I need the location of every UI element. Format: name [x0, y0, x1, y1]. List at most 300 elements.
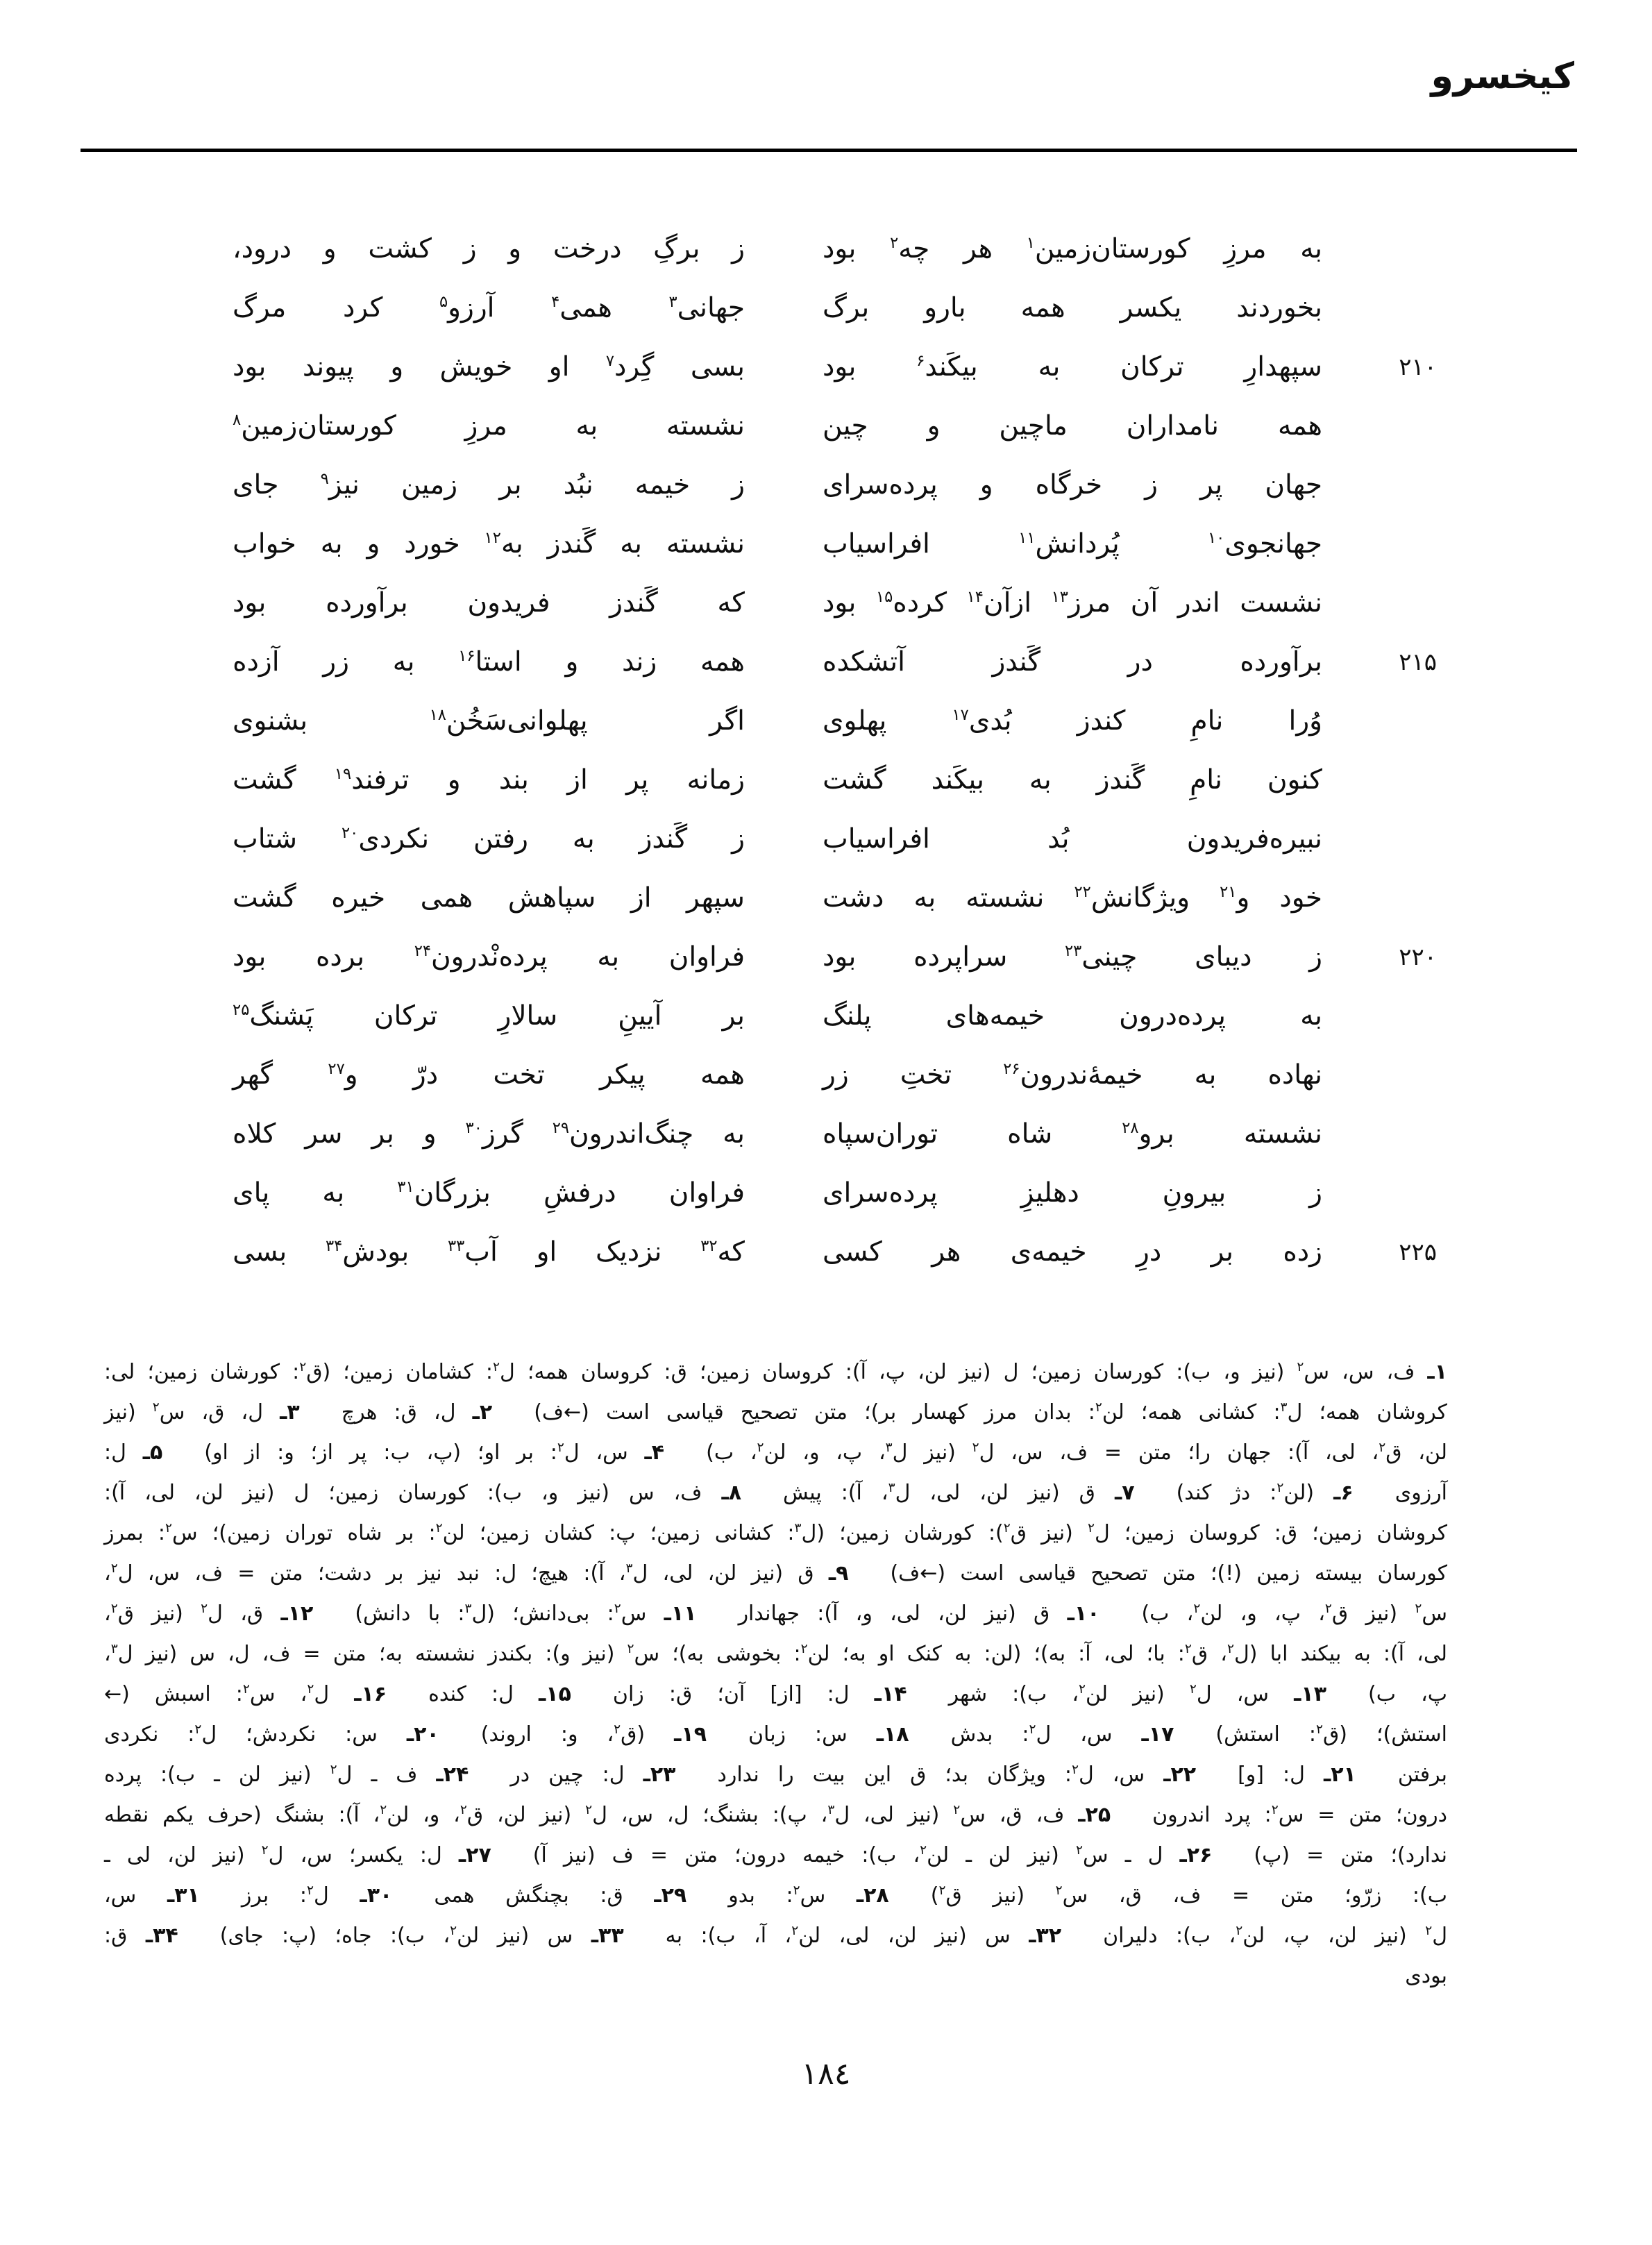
footnote-ref: ۲: [1276, 1481, 1284, 1495]
poem-word: پر: [1200, 469, 1223, 501]
poem-word: برو$^{۲۸}$: [1122, 1118, 1174, 1150]
footnote-ref: ۲: [110, 1561, 118, 1576]
footnote-ref: ۲: [1003, 1521, 1011, 1536]
poem-word: جهانجوی$^{۱۰}$: [1208, 528, 1322, 560]
poem-word: و: [390, 351, 404, 382]
verse-number: ۲۲۰: [1399, 943, 1437, 971]
hemistich-first: [823, 1177, 1322, 1209]
poem-word: دیبای: [1195, 941, 1252, 973]
footnote-ref: ۲: [1379, 1440, 1386, 1455]
footnote-ref: ۲: [890, 234, 899, 252]
poem-word: گَندز: [992, 646, 1041, 678]
footnote-number: ۱۳ـ: [1294, 1682, 1327, 1706]
poem-word: بُدی$^{۱۷}$: [952, 705, 1012, 737]
poem-word: زمانه: [686, 764, 745, 796]
poem-word: گَندز: [609, 587, 658, 619]
hemistich-first: [823, 587, 1322, 619]
verse-row: [233, 750, 1437, 809]
verse-row: [233, 396, 1437, 455]
footnote-number: ۲۰ـ: [406, 1722, 439, 1747]
poem-word: به: [575, 410, 598, 442]
poem-word: نیز$^۹$: [320, 469, 360, 501]
poem-word: بود: [233, 941, 267, 973]
hemistich-first: [823, 1000, 1322, 1032]
poem-word: بُد: [1047, 823, 1070, 855]
poem-word: گَندز: [547, 528, 596, 560]
running-head-title: کیخسرو: [1431, 56, 1574, 97]
hemistich-second: [233, 1000, 745, 1032]
footnote-ref: ۲: [1184, 1642, 1192, 1656]
verse-row: [233, 337, 1437, 396]
footnote-number: ۳۴ـ: [145, 1924, 178, 1948]
footnote-ref: ۲: [1236, 1924, 1243, 1938]
poem-word: او: [548, 351, 570, 382]
footnote-ref: ۲۳: [1064, 942, 1082, 960]
poem-word: بر: [722, 1000, 745, 1032]
poem-word: گَندز: [1096, 764, 1145, 796]
poem-word: چین: [823, 410, 868, 442]
poem-word: بودش$^{۳۴}$: [325, 1236, 410, 1268]
footnote-ref: ۸: [233, 411, 242, 429]
poem-word: نامِ: [1190, 705, 1224, 737]
poem-word: و: [508, 233, 522, 264]
poem-word: بخوردند: [1236, 292, 1322, 323]
footnote-ref: ۱۶: [458, 647, 475, 665]
poem-word: درِ: [1136, 1236, 1162, 1268]
verse-row: [233, 809, 1437, 868]
poem-word: به: [1029, 764, 1052, 796]
footnote-ref: ۲۹: [552, 1119, 570, 1137]
poem-word: برگ: [823, 292, 870, 323]
footnote-ref: ۷: [605, 352, 614, 370]
hemistich-first: [823, 1118, 1322, 1150]
footnote-ref: ۲: [972, 1440, 979, 1455]
poem-word: گهر: [233, 1059, 273, 1091]
poem-word: کنون: [1267, 764, 1322, 796]
poem-word: گشت: [233, 882, 296, 914]
poem-word: همی: [420, 882, 473, 914]
hemistich-first: [823, 646, 1322, 678]
poem-word: گشت: [823, 764, 886, 796]
footnote-ref: ۲۲: [1074, 883, 1091, 901]
hemistich-second: [233, 233, 745, 264]
poem-word: بود: [823, 233, 857, 264]
footnote-ref: ۲۵: [233, 1001, 250, 1019]
poem-word: کلاه: [233, 1118, 276, 1150]
hemistich-second: [233, 1236, 745, 1268]
poem-word: پرده‌سرای: [823, 469, 938, 501]
footnote-ref: ۲: [435, 1521, 443, 1536]
hemistich-second: [233, 528, 745, 560]
footnote-ref: ۱۲: [484, 529, 501, 547]
poem-word: پَشنگ$^{۲۵}$: [233, 1000, 314, 1032]
poem-word: به$^{۱۲}$: [484, 528, 523, 560]
footnote-ref: ۳: [668, 293, 677, 311]
poem-word: بیرونِ: [1162, 1177, 1227, 1209]
footnote-ref: ۲: [306, 1883, 314, 1898]
poem-word: شتاب: [233, 823, 298, 855]
footnote-ref: ۲: [757, 1440, 764, 1455]
poem-word: بود: [823, 351, 857, 382]
footnote-ref: ۲: [1095, 1400, 1102, 1415]
verse-row: [233, 1163, 1437, 1222]
verse-row: [233, 1222, 1437, 1281]
footnote-ref: ۱۵: [875, 588, 893, 606]
poem-word: کرده$^{۱۵}$: [875, 587, 947, 619]
footnote-line: کروشان زمین؛ ق: کروسان زمین؛ ل$^۲$ (نیز ق$^۲$): کورشان زمین؛ (ل$^۳$: کشانی زمین؛ پ: کشان زمین؛ لن$^۲$: بر شاه توران زمین)؛ س$^۲$: بمرز: [104, 1521, 1447, 1545]
footnote-ref: ۲۸: [1122, 1119, 1139, 1137]
poem-word: به: [572, 823, 595, 855]
hemistich-second: [233, 764, 745, 796]
poem-word: زده: [1283, 1236, 1322, 1268]
poem-word: خیره: [331, 882, 386, 914]
footnote-ref: ۲: [380, 1803, 387, 1817]
poem-word: ز: [732, 233, 745, 264]
footnote-number: ۲ـ: [472, 1400, 493, 1424]
poem-word: جهان: [1265, 469, 1322, 501]
footnote-line: لن، ق$^۲$، لی، آ): جهان را؛ متن = ف، س، ل$^۲$ (نیز ل$^۳$، پ، و، لن$^۲$، ب) ۴ـ س، ل$^۲$: بر او؛ (پ، ب: پر از؛ و: از او) ۵ـ ل:: [104, 1440, 1447, 1465]
footnote-ref: ۳۰: [465, 1119, 482, 1137]
footnote-ref: ۲: [201, 1601, 208, 1616]
verse-row: [233, 927, 1437, 986]
footnote-line: س$^۲$ (نیز ق$^۲$، پ، و، لن$^۲$، ب) ۱۰ـ ق (نیز لن، لی، و، آ): جهاندار ۱۱ـ س$^۲$: بی‌دانش؛ (ل$^۳$: با دانش) ۱۲ـ ق، ل$^۲$ (نیز ق$^۲$،: [104, 1601, 1447, 1626]
poem-word: ز: [732, 823, 745, 855]
footnote-number: ۲۴ـ: [436, 1763, 469, 1787]
footnote-ref: ۲: [1193, 1601, 1201, 1616]
footnote-number: ۲۵ـ: [1078, 1803, 1111, 1827]
poem-word: فراوان: [668, 1177, 745, 1209]
poem-word: به: [723, 1118, 745, 1150]
poem-word: فریدون: [467, 587, 550, 619]
hemistich-second: [233, 1118, 745, 1150]
footnote-ref: ۲: [1029, 1722, 1036, 1737]
verse-number: ۲۱۰: [1399, 353, 1437, 381]
poem-word: تخت: [493, 1059, 545, 1091]
footnote-number: ۱۲ـ: [280, 1601, 314, 1626]
footnote-ref: ۲: [1087, 1521, 1095, 1536]
poem-word: درود،: [233, 233, 292, 264]
poem-word: اندر: [1177, 587, 1220, 619]
poem-word: درخت: [553, 233, 622, 264]
footnote-number: ۱۰ـ: [1067, 1601, 1100, 1626]
poem-word: سپهر: [686, 882, 745, 914]
poem-word: ز: [463, 233, 477, 264]
footnote-number: ۳۱ـ: [167, 1883, 200, 1908]
footnote-ref: ۲۶: [1003, 1060, 1020, 1078]
poem-word: نکردی$^{۲۰}$: [342, 823, 430, 855]
footnote-ref: ۳۳: [447, 1237, 465, 1255]
footnote-ref: ۴: [551, 293, 560, 311]
hemistich-first: [823, 469, 1322, 501]
poem-word: افراسیاب: [823, 823, 930, 855]
poem-word: سپاهش: [507, 882, 596, 914]
poem-word: آیینِ: [618, 1000, 662, 1032]
footnote-ref: ۲۷: [328, 1060, 345, 1078]
footnote-ref: ۳۱: [397, 1178, 414, 1196]
poem-word: استا$^{۱۶}$: [458, 646, 522, 678]
footnote-line: کروشان همه؛ ل$^۳$: کشانی همه؛ لن$^۲$: بدان مرز کهسار بر)؛ متن تصحیح قیاسی است (←ف) ۲ـ ل، ق: هرچ ۳ـ ل، ق، س$^۲$ (نیز: [104, 1400, 1447, 1424]
poem-word: ز: [1309, 1177, 1322, 1209]
poem-word: بیکَند: [931, 764, 985, 796]
footnote-ref: ۲: [1227, 1642, 1234, 1656]
footnote-ref: ۳۲: [700, 1237, 718, 1255]
poem-word: نهاده: [1267, 1059, 1322, 1091]
poem-word: ز: [1145, 469, 1158, 501]
footnote-number: ۳۲ـ: [1029, 1924, 1062, 1948]
verse-row: [233, 1045, 1437, 1104]
poem-word: او: [536, 1236, 557, 1268]
verse-row: [233, 278, 1437, 337]
poem-word: سالارِ: [498, 1000, 558, 1032]
poem-word: آب$^{۳۳}$: [447, 1236, 498, 1268]
poem-word: همی$^۴$: [551, 292, 612, 323]
poem-word: یکسر: [1120, 292, 1182, 323]
poem-word: کندز: [1077, 705, 1126, 737]
footnote-number: ۲۱ـ: [1323, 1763, 1356, 1787]
verse-number: ۲۱۵: [1399, 648, 1437, 676]
poem-word: ازآن$^{۱۴}$: [966, 587, 1032, 619]
poem-word: ترکان: [373, 1000, 438, 1032]
footnote-number: ۳ـ: [280, 1400, 300, 1424]
poem-word: برگِ: [653, 233, 700, 264]
poem-word: که$^{۳۲}$: [700, 1236, 745, 1268]
hemistich-first: [823, 1059, 1322, 1091]
hemistich-first: [823, 705, 1322, 737]
footnote-ref: ۳: [794, 1521, 802, 1536]
footnote-line: پ، ب) ۱۳ـ س، ل$^۲$ (نیز لن$^۲$، ب): شهر ۱۴ـ ل: [از] آن؛ ق: زان ۱۵ـ ل: کنده ۱۶ـ ل$^۲$، س$^۲$: اسبش (←: [104, 1682, 1447, 1706]
footnote-ref: ۱۰: [1208, 529, 1225, 547]
footnote-number: ۱۶ـ: [354, 1682, 387, 1706]
poem-word: افراسیاب: [823, 528, 930, 560]
poem-word: نامداران: [1126, 410, 1219, 442]
poem-word: کسی: [823, 1236, 882, 1268]
footnote-ref: ۲: [1297, 1360, 1304, 1374]
footnote-ref: ۲: [1189, 1682, 1197, 1697]
poem-word: خود: [1279, 882, 1322, 914]
poem-word: چنگ‌اندرون$^{۲۹}$: [552, 1118, 694, 1150]
hemistich-first: [823, 292, 1322, 323]
poem-word: چه$^۲$: [890, 233, 930, 264]
poem-word: بود: [823, 587, 857, 619]
footnote-line: ندارد)؛ متن = (پ) ۲۶ـ ل ـ س$^۲$ (نیز لن ـ لن$^۲$، ب): خیمه درون؛ متن = ف (نیز آ) ۲۷ـ ل: یکسر؛ س، ل$^۲$ (نیز لن، لی ـ: [104, 1843, 1447, 1867]
verse-row: [233, 632, 1437, 691]
poem-word: پلنگ: [823, 1000, 872, 1032]
poem-word: به: [322, 1177, 345, 1209]
footnote-number: ۸ـ: [721, 1481, 742, 1505]
poem-word: و: [447, 764, 461, 796]
poem-word: به: [1194, 1059, 1217, 1091]
poem-word: به: [1300, 233, 1322, 264]
hemistich-second: [233, 941, 745, 973]
footnote-ref: ۲: [920, 1843, 927, 1858]
footnote-ref: ۳۴: [325, 1237, 343, 1255]
poem-word: مرز$^{۱۳}$: [1051, 587, 1111, 619]
hemistich-second: [233, 823, 745, 855]
hemistich-second: [233, 1177, 745, 1209]
poem-word: نامِ: [1190, 764, 1222, 796]
footnote-number: ۱۸ـ: [876, 1722, 909, 1747]
poem-word: به: [1038, 351, 1061, 382]
header-rule: [81, 149, 1577, 152]
poem-word: بزرگان$^{۳۱}$: [397, 1177, 491, 1209]
footnote-ref: ۲۰: [342, 824, 359, 842]
hemistich-second: [233, 351, 745, 382]
poem-word: توران‌سپاه: [823, 1118, 938, 1150]
hemistich-second: [233, 882, 745, 914]
poem-word: پای: [233, 1177, 270, 1209]
hemistich-first: [823, 823, 1322, 855]
poem-word: پر: [626, 764, 649, 796]
poem-word: نبیره‌فریدون: [1186, 823, 1322, 855]
poem-word: برده: [315, 941, 365, 973]
poem-word: آن: [1130, 587, 1158, 619]
poem-word: پیوند: [302, 351, 354, 382]
footnote-ref: ۲۱: [1220, 883, 1237, 901]
poem-word: خورد: [404, 528, 460, 560]
poem-word: خویش: [439, 351, 513, 382]
footnote-ref: ۳: [110, 1642, 118, 1656]
footnote-ref: ۲: [460, 1803, 467, 1817]
footnote-ref: ۲: [194, 1722, 202, 1737]
footnote-ref: ۳: [1280, 1400, 1288, 1415]
poem-word: آتشکده: [823, 646, 905, 678]
hemistich-first: [823, 882, 1322, 914]
poem-word: همه: [700, 1059, 745, 1091]
poem-word: بر: [499, 469, 522, 501]
poem-word: آرزو$^۵$: [439, 292, 495, 323]
footnote-ref: ۲: [152, 1400, 160, 1415]
poem-word: به: [320, 528, 343, 560]
footnote-line: ب): زرّو؛ متن = ف، ق، س$^۲$ (نیز ق$^۲$) ۲۸ـ س$^۲$: بدو ۲۹ـ ق: بچنگش همی ۳۰ـ ل$^۲$: برز ۳۱ـ س،: [104, 1883, 1447, 1908]
footnote-ref: ۱۴: [966, 588, 984, 606]
poem-word: برآورده: [326, 587, 408, 619]
poem-word: و: [323, 233, 337, 264]
poem-word: آزده: [233, 646, 280, 678]
footnote-number: ۶ـ: [1333, 1481, 1354, 1505]
poem-word: پرده‌نْدرون$^{۲۴}$: [414, 941, 548, 973]
poem-word: نشست: [1240, 587, 1322, 619]
poem-word: ماچین: [999, 410, 1068, 442]
hemistich-second: [233, 410, 745, 442]
poem-word: نبُد: [563, 469, 593, 501]
footnote-ref: ۱۱: [1018, 529, 1036, 547]
poem-word: درفشِ: [543, 1177, 616, 1209]
poem-word: نشسته: [666, 410, 745, 442]
footnote-line: درون؛ متن = س$^۲$: پرد اندرون ۲۵ـ ف، ق، س$^۲$ (نیز لی، ل$^۳$، پ): بشنگ؛ ل، س، ل$^۲$ (نیز لن، ق$^۲$، و، لن$^۲$، آ): بشنگ (حرف یکم نقطه: [104, 1803, 1447, 1827]
poem-word: همه: [700, 646, 745, 678]
hemistich-second: [233, 469, 745, 501]
footnote-ref: ۲: [1425, 1924, 1433, 1938]
poem-word: همه: [1277, 410, 1322, 442]
poem-word: و$^{۲۱}$: [1220, 882, 1250, 914]
poem-word: بود: [233, 587, 267, 619]
verse-row: [233, 219, 1437, 278]
poem-word: پرده‌درون: [1119, 1000, 1227, 1032]
poem-word: پرده‌سرای: [823, 1177, 938, 1209]
hemistich-first: [823, 941, 1322, 973]
verse-row: [233, 1104, 1437, 1163]
footnote-ref: ۲: [938, 1883, 946, 1898]
footnote-number: ۲۹ـ: [654, 1883, 687, 1908]
poem-word: ترفند$^{۱۹}$: [334, 764, 410, 796]
footnote-number: ۴ـ: [644, 1440, 665, 1465]
poem-word: به: [597, 941, 620, 973]
footnote-line: کورسان بیسته زمین (!)؛ متن تصحیح قیاسی است (←ف) ۹ـ ق (نیز لن، لی، ل$^۳$، آ): هیچ؛ ل: نبد نیز بر دشت؛ متن = ف، س، ل$^۲$،: [104, 1561, 1447, 1586]
poem-word: و: [423, 1118, 437, 1150]
footnote-ref: ۲: [614, 1722, 621, 1737]
footnote-ref: ۲: [1271, 1803, 1279, 1817]
poem-word: خیمه‌ی: [1010, 1236, 1087, 1268]
poem-word: نشسته: [666, 528, 745, 560]
poem-word: بارو: [924, 292, 966, 323]
footnote-ref: ۲: [1055, 1883, 1063, 1898]
footnote-number: ۳۰ـ: [360, 1883, 393, 1908]
footnote-ref: ۲: [614, 1601, 621, 1616]
poem-word: ویژگانش$^{۲۲}$: [1074, 882, 1190, 914]
footnote-number: ۵ـ: [142, 1440, 163, 1465]
poem-word: گشت: [233, 764, 296, 796]
footnote-number: ۲۳ـ: [643, 1763, 676, 1787]
footnote-number: ۱۵ـ: [539, 1682, 571, 1706]
footnote-ref: ۵: [439, 293, 448, 311]
poem-word: پیکر: [599, 1059, 646, 1091]
poem-word: مرگ: [233, 292, 287, 323]
poem-word: زر: [823, 1059, 849, 1091]
footnote-ref: ۳: [885, 1440, 893, 1455]
footnote-ref: ۲: [791, 1924, 799, 1938]
poem-word: در: [1127, 646, 1153, 678]
footnote-number: ۲۷ـ: [458, 1843, 491, 1867]
footnote-line: استش)؛ (ق$^۲$: استش) ۱۷ـ س، ل$^۲$: بدش ۱۸ـ س: زبان ۱۹ـ (ق$^۲$، و: اروند) ۲۰ـ س: نکردش؛ ل$^۲$: نکردی: [104, 1722, 1447, 1747]
footnote-ref: ۲: [307, 1682, 314, 1697]
poem-word: کرد: [342, 292, 383, 323]
verse-row: [233, 573, 1437, 632]
poem-word: برآورده: [1240, 646, 1322, 678]
poem-word: هر: [963, 233, 993, 264]
poem-word: شاه: [1007, 1118, 1053, 1150]
verse-row: [233, 986, 1437, 1045]
poem-word: بیکَند$^۶$: [916, 351, 978, 382]
footnote-number: ۲۸ـ: [856, 1883, 889, 1908]
verse-row: [233, 691, 1437, 750]
poem-word: جهانی$^۳$: [668, 292, 745, 323]
poem-word: نشسته: [1243, 1118, 1322, 1150]
poem-word: سر: [305, 1118, 343, 1150]
footnote-ref: ۲: [800, 1642, 808, 1656]
poem-word: بسی: [233, 1236, 287, 1268]
poem-word: چینی$^{۲۳}$: [1064, 941, 1138, 973]
poem-word: هر: [932, 1236, 961, 1268]
footnote-ref: ۱۸: [429, 706, 446, 724]
poem-word: نشسته: [966, 882, 1045, 914]
hemistich-second: [233, 705, 745, 737]
poem-word: به: [1300, 1000, 1322, 1032]
poem-word: که: [717, 587, 745, 619]
footnote-number: ۱۴ـ: [874, 1682, 907, 1706]
footnote-ref: ۱: [1026, 234, 1035, 252]
poem-word: سپهدارِ: [1244, 351, 1322, 382]
poem-word: خیمه: [634, 469, 691, 501]
verse-row: [233, 514, 1437, 573]
hemistich-second: [233, 646, 745, 678]
poem-word: و$^{۲۷}$: [328, 1059, 358, 1091]
poem-word: تختِ: [900, 1059, 952, 1091]
poem-word: کشت: [368, 233, 432, 264]
poem-word: بند: [498, 764, 529, 796]
poem-word: سراپرده: [913, 941, 1008, 973]
footnote-ref: ۲: [110, 1601, 118, 1616]
footnote-ref: ۲: [1079, 1682, 1086, 1697]
